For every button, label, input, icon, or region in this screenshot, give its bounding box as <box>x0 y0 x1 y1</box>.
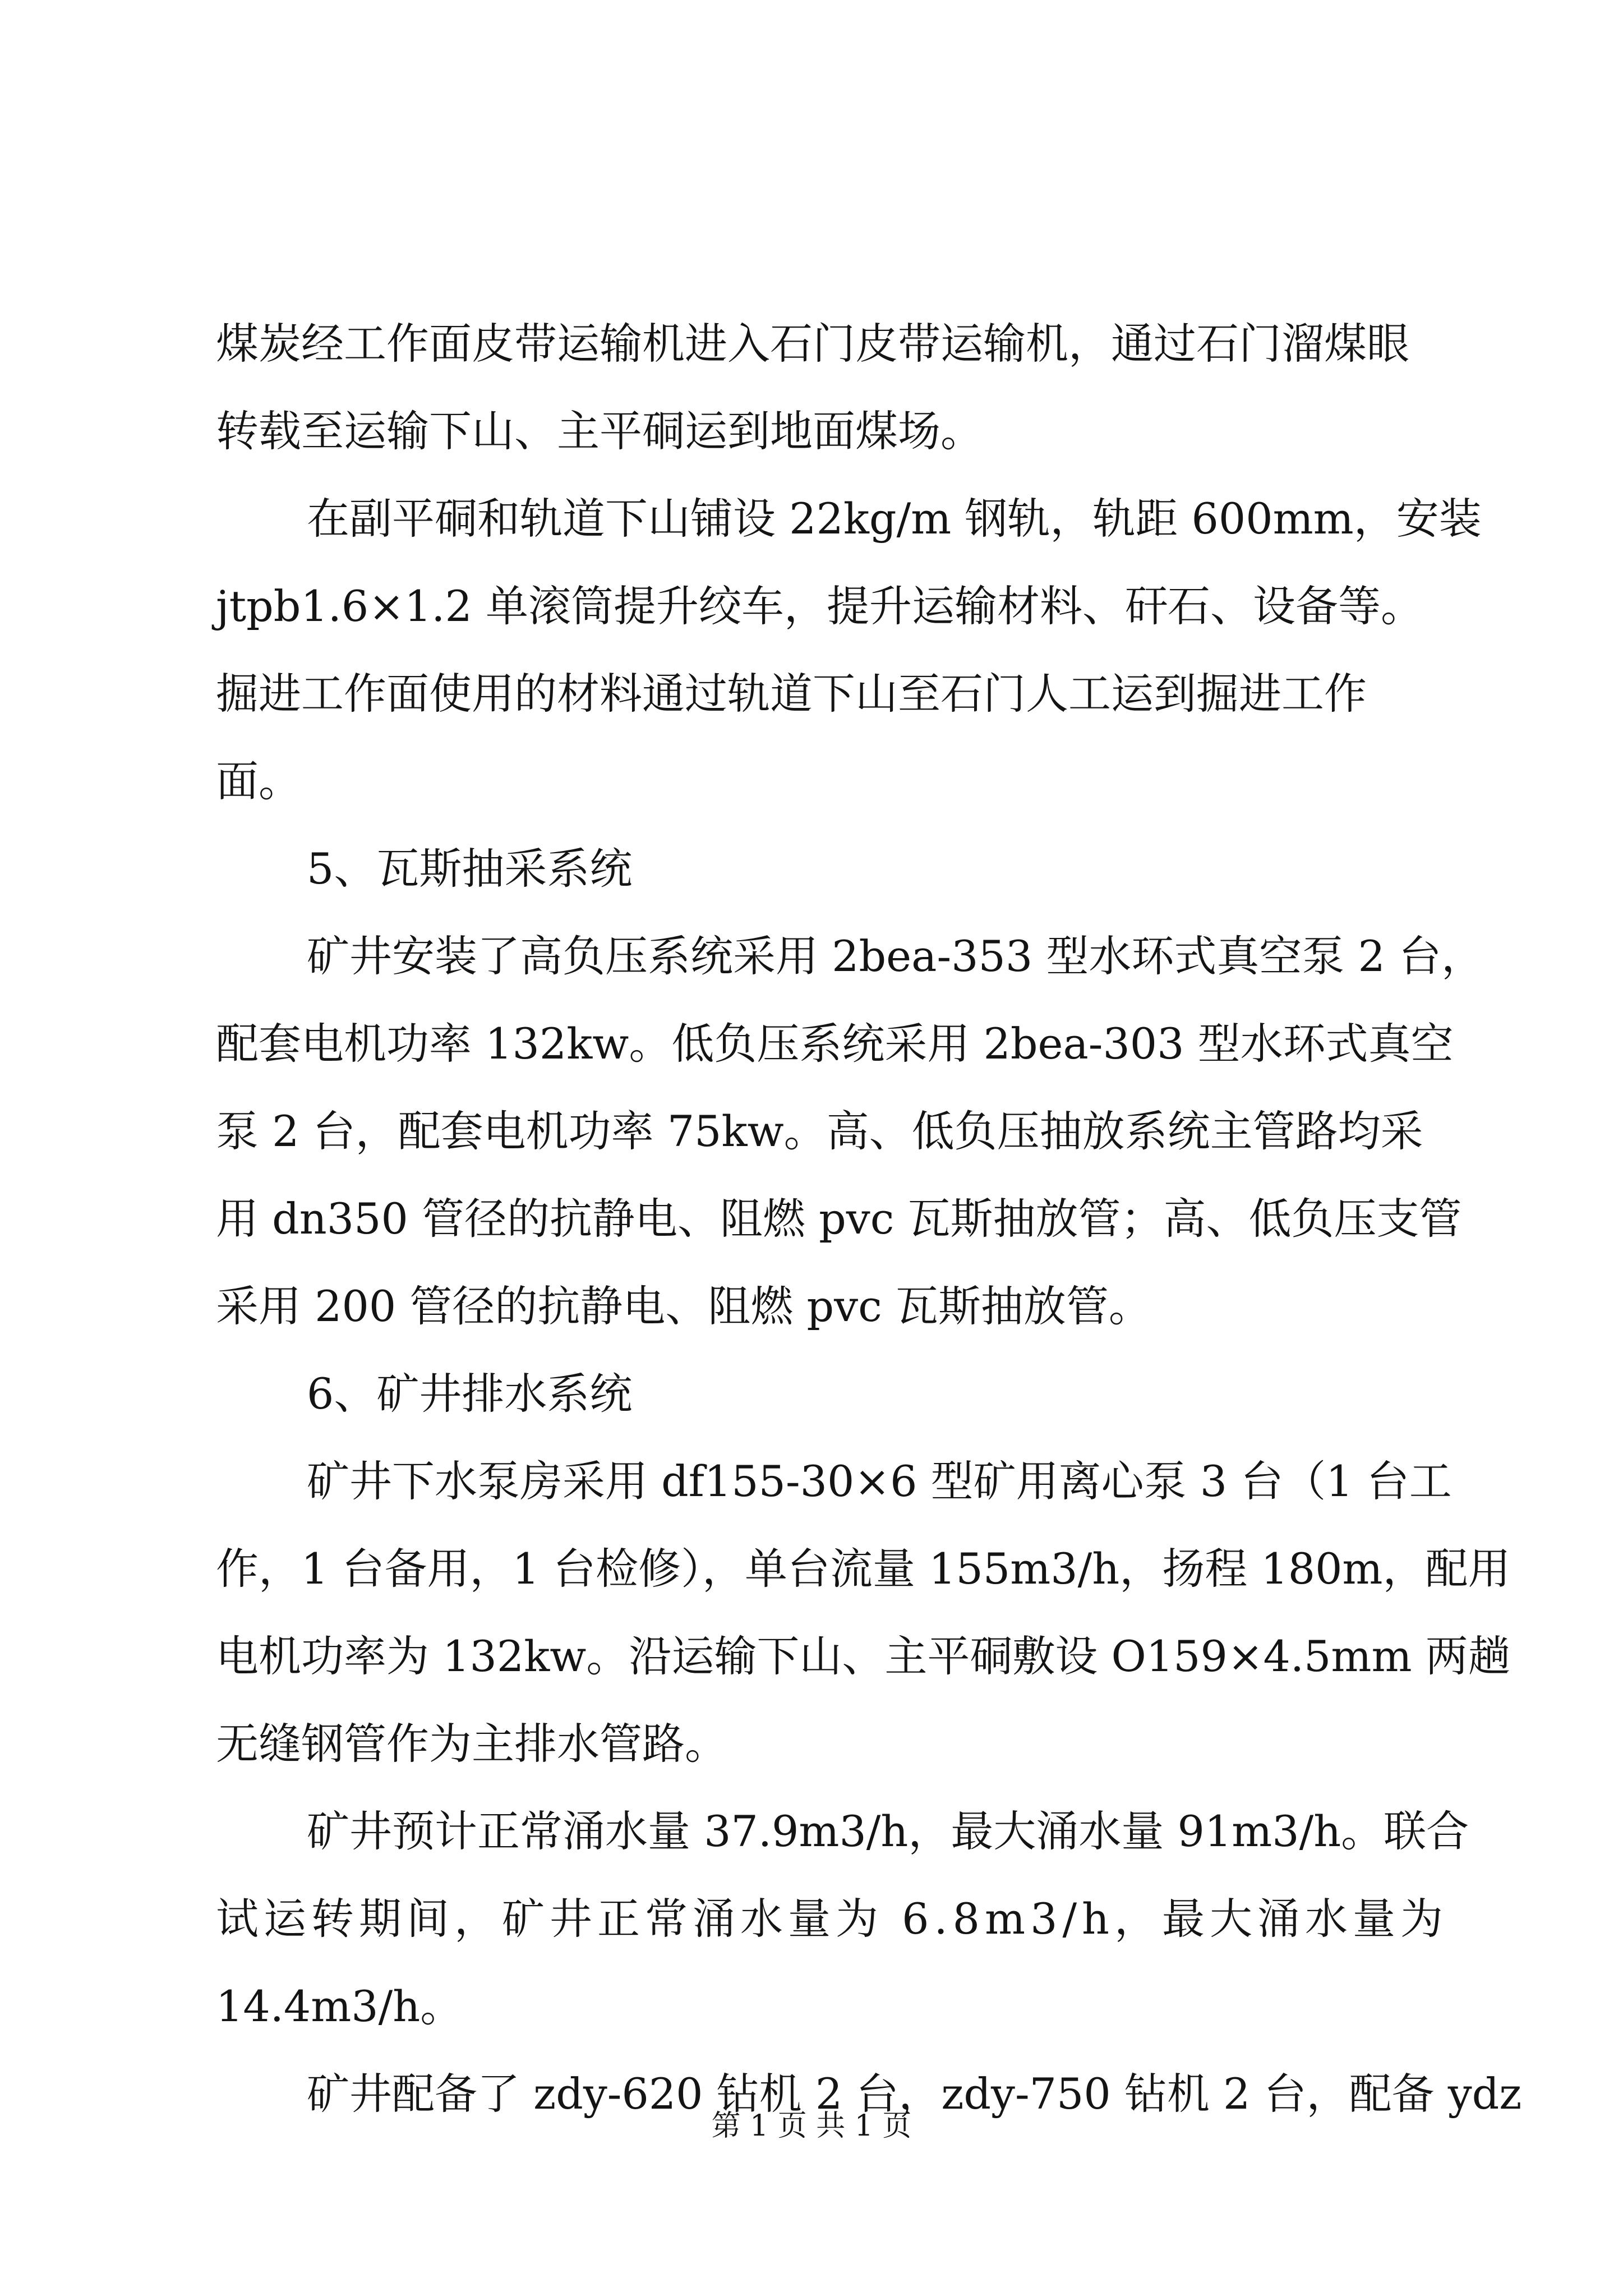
text-line: 配套电机功率 132kw。低负压系统采用 2bea-303 型水环式真空 <box>216 1019 1454 1069</box>
text-line: 在副平硐和轨道下山铺设 22kg/m 钢轨，轨距 600mm，安装 <box>307 494 1482 544</box>
text-line: 无缝钢管作为主排水管路。 <box>216 1719 727 1769</box>
text-line: 14.4m3/h。 <box>216 1981 463 2031</box>
text-line: 用 dn350 管径的抗静电、阻燃 pvc 瓦斯抽放管；高、低负压支管 <box>216 1194 1462 1244</box>
text-line: 矿井预计正常涌水量 37.9m3/h，最大涌水量 91m3/h。联合 <box>307 1806 1469 1856</box>
text-line: 矿井配备了 zdy-620 钻机 2 台，zdy-750 钻机 2 台，配备 ydz <box>307 2069 1522 2119</box>
text-line: 矿井安装了高负压系统采用 2bea-353 型水环式真空泵 2 台， <box>307 931 1484 981</box>
section-heading: 5、瓦斯抽采系统 <box>307 844 633 894</box>
text-line: 试运转期间，矿井正常涌水量为 6.8m3/h，最大涌水量为 <box>216 1894 1448 1944</box>
text-line: 电机功率为 132kw。沿运输下山、主平硐敷设 O159×4.5mm 两趟 <box>216 1631 1511 1681</box>
text-line: jtpb1.6×1.2 单滚筒提升绞车，提升运输材料、矸石、设备等。 <box>216 581 1423 631</box>
page-number-footer: 第 1 页 共 1 页 <box>711 2109 912 2143</box>
text-line: 作，1 台备用，1 台检修），单台流量 155m3/h，扬程 180m，配用 <box>216 1544 1511 1594</box>
text-line: 矿井下水泵房采用 df155-30×6 型矿用离心泵 3 台（1 台工 <box>307 1456 1452 1506</box>
text-line: 面。 <box>216 756 301 806</box>
section-heading: 6、矿井排水系统 <box>307 1369 633 1419</box>
document-body <box>216 300 1522 2138</box>
text-line: 煤炭经工作面皮带运输机进入石门皮带运输机，通过石门溜煤眼 <box>216 319 1409 369</box>
text-line: 泵 2 台，配套电机功率 75kw。高、低负压抽放系统主管路均采 <box>216 1106 1423 1156</box>
text-line: 掘进工作面使用的材料通过轨道下山至石门人工运到掘进工作 <box>216 669 1367 719</box>
text-line: 转载至运输下山、主平硐运到地面煤场。 <box>216 406 983 456</box>
text-line: 采用 200 管径的抗静电、阻燃 pvc 瓦斯抽放管。 <box>216 1281 1151 1331</box>
